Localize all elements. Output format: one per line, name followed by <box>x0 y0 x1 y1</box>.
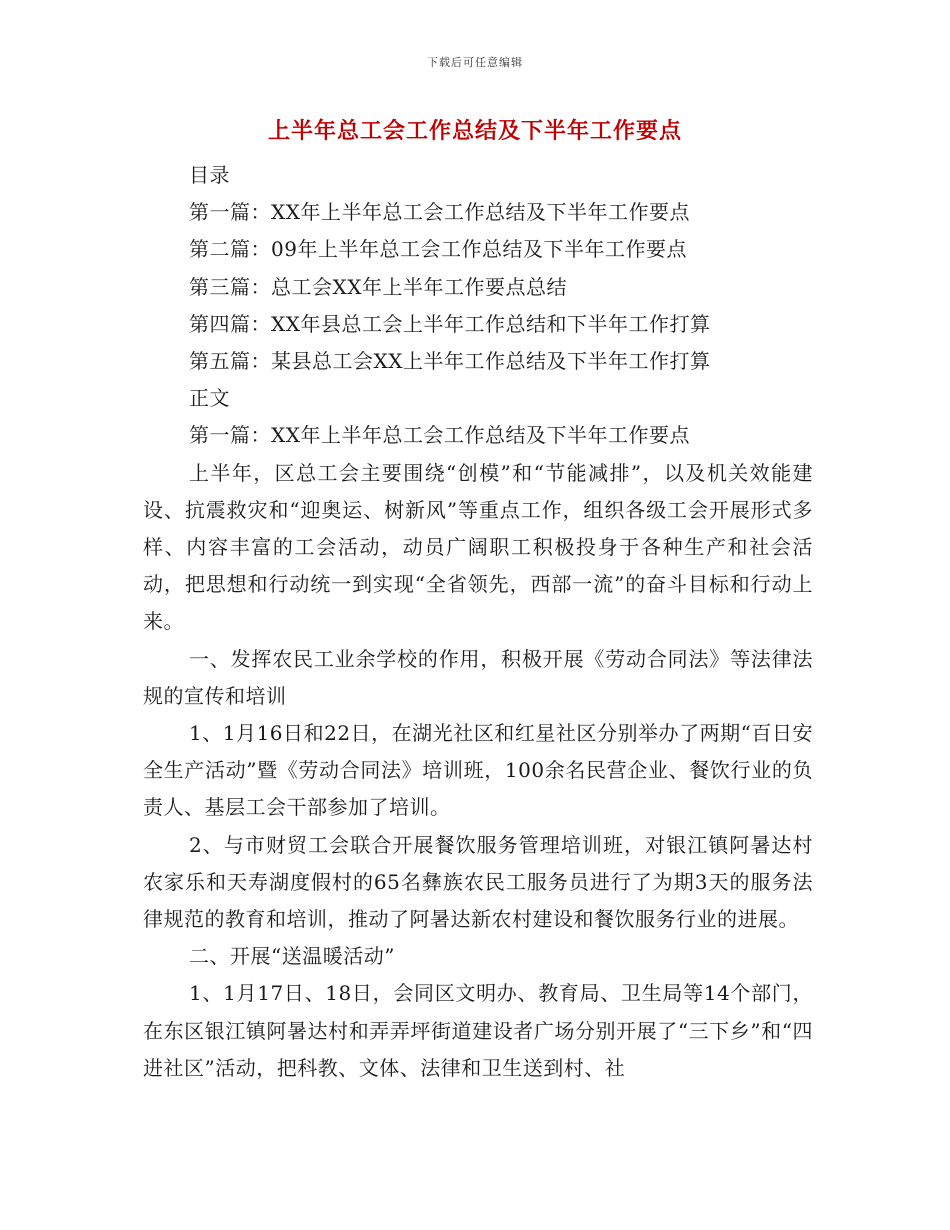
toc-item-1: 第一篇：XX年上半年总工会工作总结及下半年工作要点 <box>189 200 690 225</box>
toc-item-4: 第四篇：XX年县总工会上半年工作总结和下半年工作打算 <box>189 311 711 336</box>
header-note: 下载后可任意编辑 <box>427 56 523 69</box>
paragraph-heading-1: 一、发挥农民工业余学校的作用，积极开展《劳动合同法》等法律法规的宣传和培训 <box>143 646 813 708</box>
toc-item-2: 第二篇：09年上半年总工会工作总结及下半年工作要点 <box>189 237 687 262</box>
body-label: 正文 <box>189 386 230 411</box>
paragraph-heading-2: 二、开展“送温暖活动” <box>189 944 395 969</box>
paragraph-item-1-2: 2、与市财贸工会联合开展餐饮服务管理培训班，对银江镇阿暑达村农家乐和天寿湖度假村的65名彝族农民工服务员进行了为期3天的服务法律规范的教育和培训，推动了阿暑达新农村建设和餐饮服务行业的进展。 <box>143 832 813 932</box>
document-title: 上半年总工会工作总结及下半年工作要点 <box>267 118 682 144</box>
paragraph-intro: 上半年，区总工会主要围绕“创模”和“节能减排”，以及机关效能建设、抗震救灾和“迎奥运、树新风”等重点工作，组织各级工会开展形式多样、内容丰富的工会活动，动员广阔职工积极投身于各种生产和社会活动，把思想和行动统一到实现“全省领先，西部一流”的奋斗目标和行动上来。 <box>143 460 813 634</box>
section-heading: 第一篇：XX年上半年总工会工作总结及下半年工作要点 <box>189 423 690 448</box>
toc-item-5: 第五篇：某县总工会XX上半年工作总结及下半年工作打算 <box>189 349 711 374</box>
toc-item-3: 第三篇：总工会XX年上半年工作要点总结 <box>189 274 567 299</box>
toc-heading: 目录 <box>189 163 230 187</box>
paragraph-item-2-1: 1、1月17日、18日，会同区文明办、教育局、卫生局等14个部门，在东区银江镇阿暑达村和弄弄坪街道建设者广场分别开展了“三下乡”和“四进社区”活动，把科教、文体、法律和卫生送到村、社 <box>143 981 813 1080</box>
document-body <box>143 157 813 1087</box>
paragraph-item-1-1: 1、1月16日和22日，在湖光社区和红星社区分别举办了两期“百日安全生产活动”暨《劳动合同法》培训班，100余名民营企业、餐饮行业的负责人、基层工会干部参加了培训。 <box>143 721 813 820</box>
